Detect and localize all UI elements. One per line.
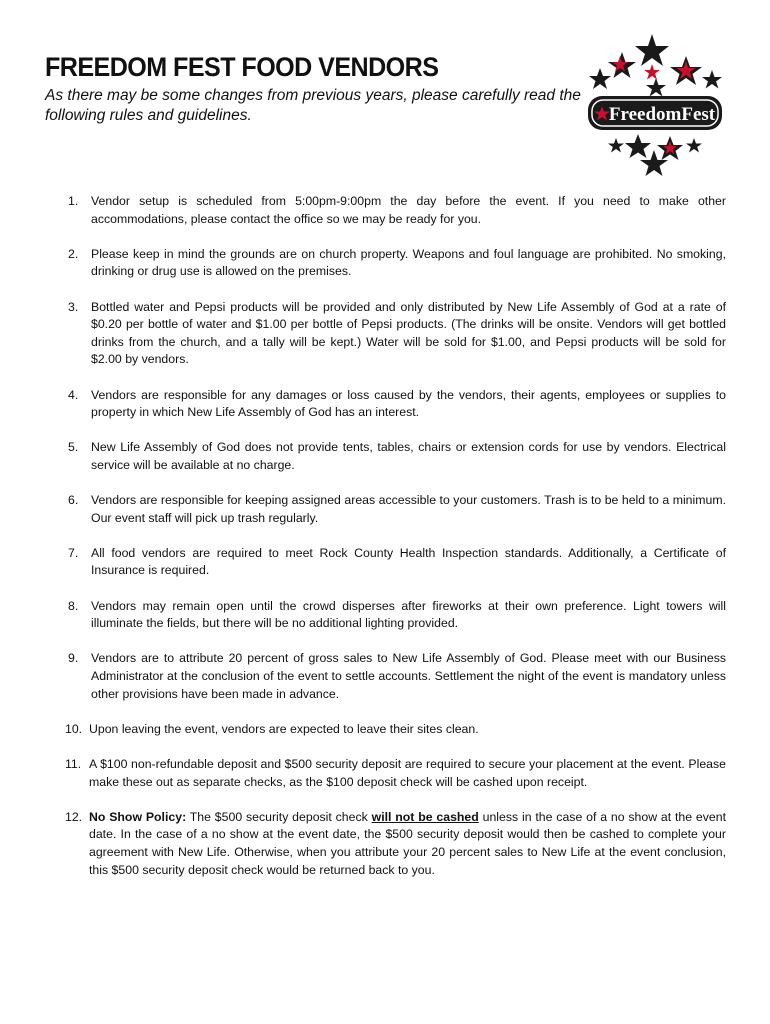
rule-7 [68, 545, 726, 580]
rule-number: 3. [68, 299, 79, 314]
rule-3 [68, 299, 726, 369]
rule-text: Please keep in mind the grounds are on church property. Weapons and foul language are prohibited. No smoking, drinking or drug use is allowed on the premises. [91, 246, 726, 279]
rule-9 [68, 650, 726, 703]
rule-text: New Life Assembly of God does not provide tents, tables, chairs or extension cords for use by vendors. Electrical service will be available at no charge. [91, 440, 726, 472]
rule-number: 1. [68, 194, 79, 208]
rule-number: 6. [68, 493, 79, 508]
rule-6 [68, 492, 726, 527]
rule-text: Vendors are responsible for keeping assigned areas accessible to your customers. Trash is to be held to a minimum. Our event staff will pick up trash regularly. [91, 493, 726, 525]
rules-list [65, 193, 726, 897]
rule-text: Vendors are responsible for any damages or loss caused by the vendors, their agents, employees or supplies to property in which New Life Assembly of God has an interest. [91, 387, 726, 420]
rule-number: 5. [68, 440, 79, 455]
rule-text: unless in the case of a no show at the event date. In the case of a no show at the event date, the $500 security deposit would then be cashed to complete your agreement with New Life. Otherwise, when you attribute your 20 percent sales to New Life at the event conclusion, this $500 security deposit check would be returned back to you. [89, 809, 726, 877]
rule-number: 2. [68, 246, 79, 261]
rule-number: 12. [65, 809, 83, 824]
rule-5 [68, 439, 726, 474]
rule-11 [65, 756, 726, 791]
rule-number: 8. [68, 598, 79, 613]
rule-text: All food vendors are required to meet Rock County Health Inspection standards. Additionally, a Certificate of Insurance is required. [91, 545, 726, 578]
freedom-fest-logo [582, 30, 730, 178]
rule-10 [65, 721, 726, 739]
rule-text: Bottled water and Pepsi products will be provided and only distributed by New Life Assembly of God at a rate of $0.20 per bottle of water and $1.00 per bottle of Pepsi products. (The drinks will be onsite. Vendors will get bottled drinks from the church, and a tally will be kept.) Water will be sold for $1.00, and Pepsi products will be sold for $2.00 by vendors. [91, 299, 726, 367]
page-subtitle: As there may be some changes from previous years, please carefully read the following rules and guidelines. [45, 87, 581, 124]
rule-text: A $100 non-refundable deposit and $500 security deposit are required to secure your placement at the event. Please make these out as separate checks, as the $100 deposit check will be cashed upon receipt. [89, 757, 726, 789]
rule-number: 4. [68, 387, 79, 402]
rule-12 [65, 809, 726, 879]
rule-text: Vendors may remain open until the crowd disperses after fireworks at their own preference. Light towers will illuminate the fields, but there will be no additional lighting provided. [91, 598, 726, 631]
no-show-policy-label: No Show Policy: [89, 809, 187, 824]
will-not-be-cashed-emphasis: will not be cashed [371, 809, 479, 824]
rule-text: Vendors are to attribute 20 percent of gross sales to New Life Assembly of God. Please meet with our Business Administrator at the conclusion of the event to settle accounts. Settlement the night of the event is mandatory unless other provisions have been made in advance. [91, 651, 726, 701]
logo-text: FreedomFest [608, 104, 716, 125]
rule-text: The $500 security deposit check [186, 809, 372, 824]
rule-1 [68, 193, 726, 228]
rule-4 [68, 387, 726, 422]
rule-text: Vendor setup is scheduled from 5:00pm-9:00pm the day before the event. If you need to make other accommodations, please contact the office so we may be ready for you. [91, 194, 726, 226]
rule-text: Upon leaving the event, vendors are expected to leave their sites clean. [89, 721, 479, 736]
rule-number: 10. [65, 721, 83, 736]
rule-2 [68, 246, 726, 281]
rule-number: 7. [68, 545, 79, 560]
rule-number: 11. [65, 757, 82, 771]
rule-number: 9. [68, 651, 79, 666]
page-title: FREEDOM FEST FOOD VENDORS [45, 52, 439, 82]
rule-8 [68, 598, 726, 633]
